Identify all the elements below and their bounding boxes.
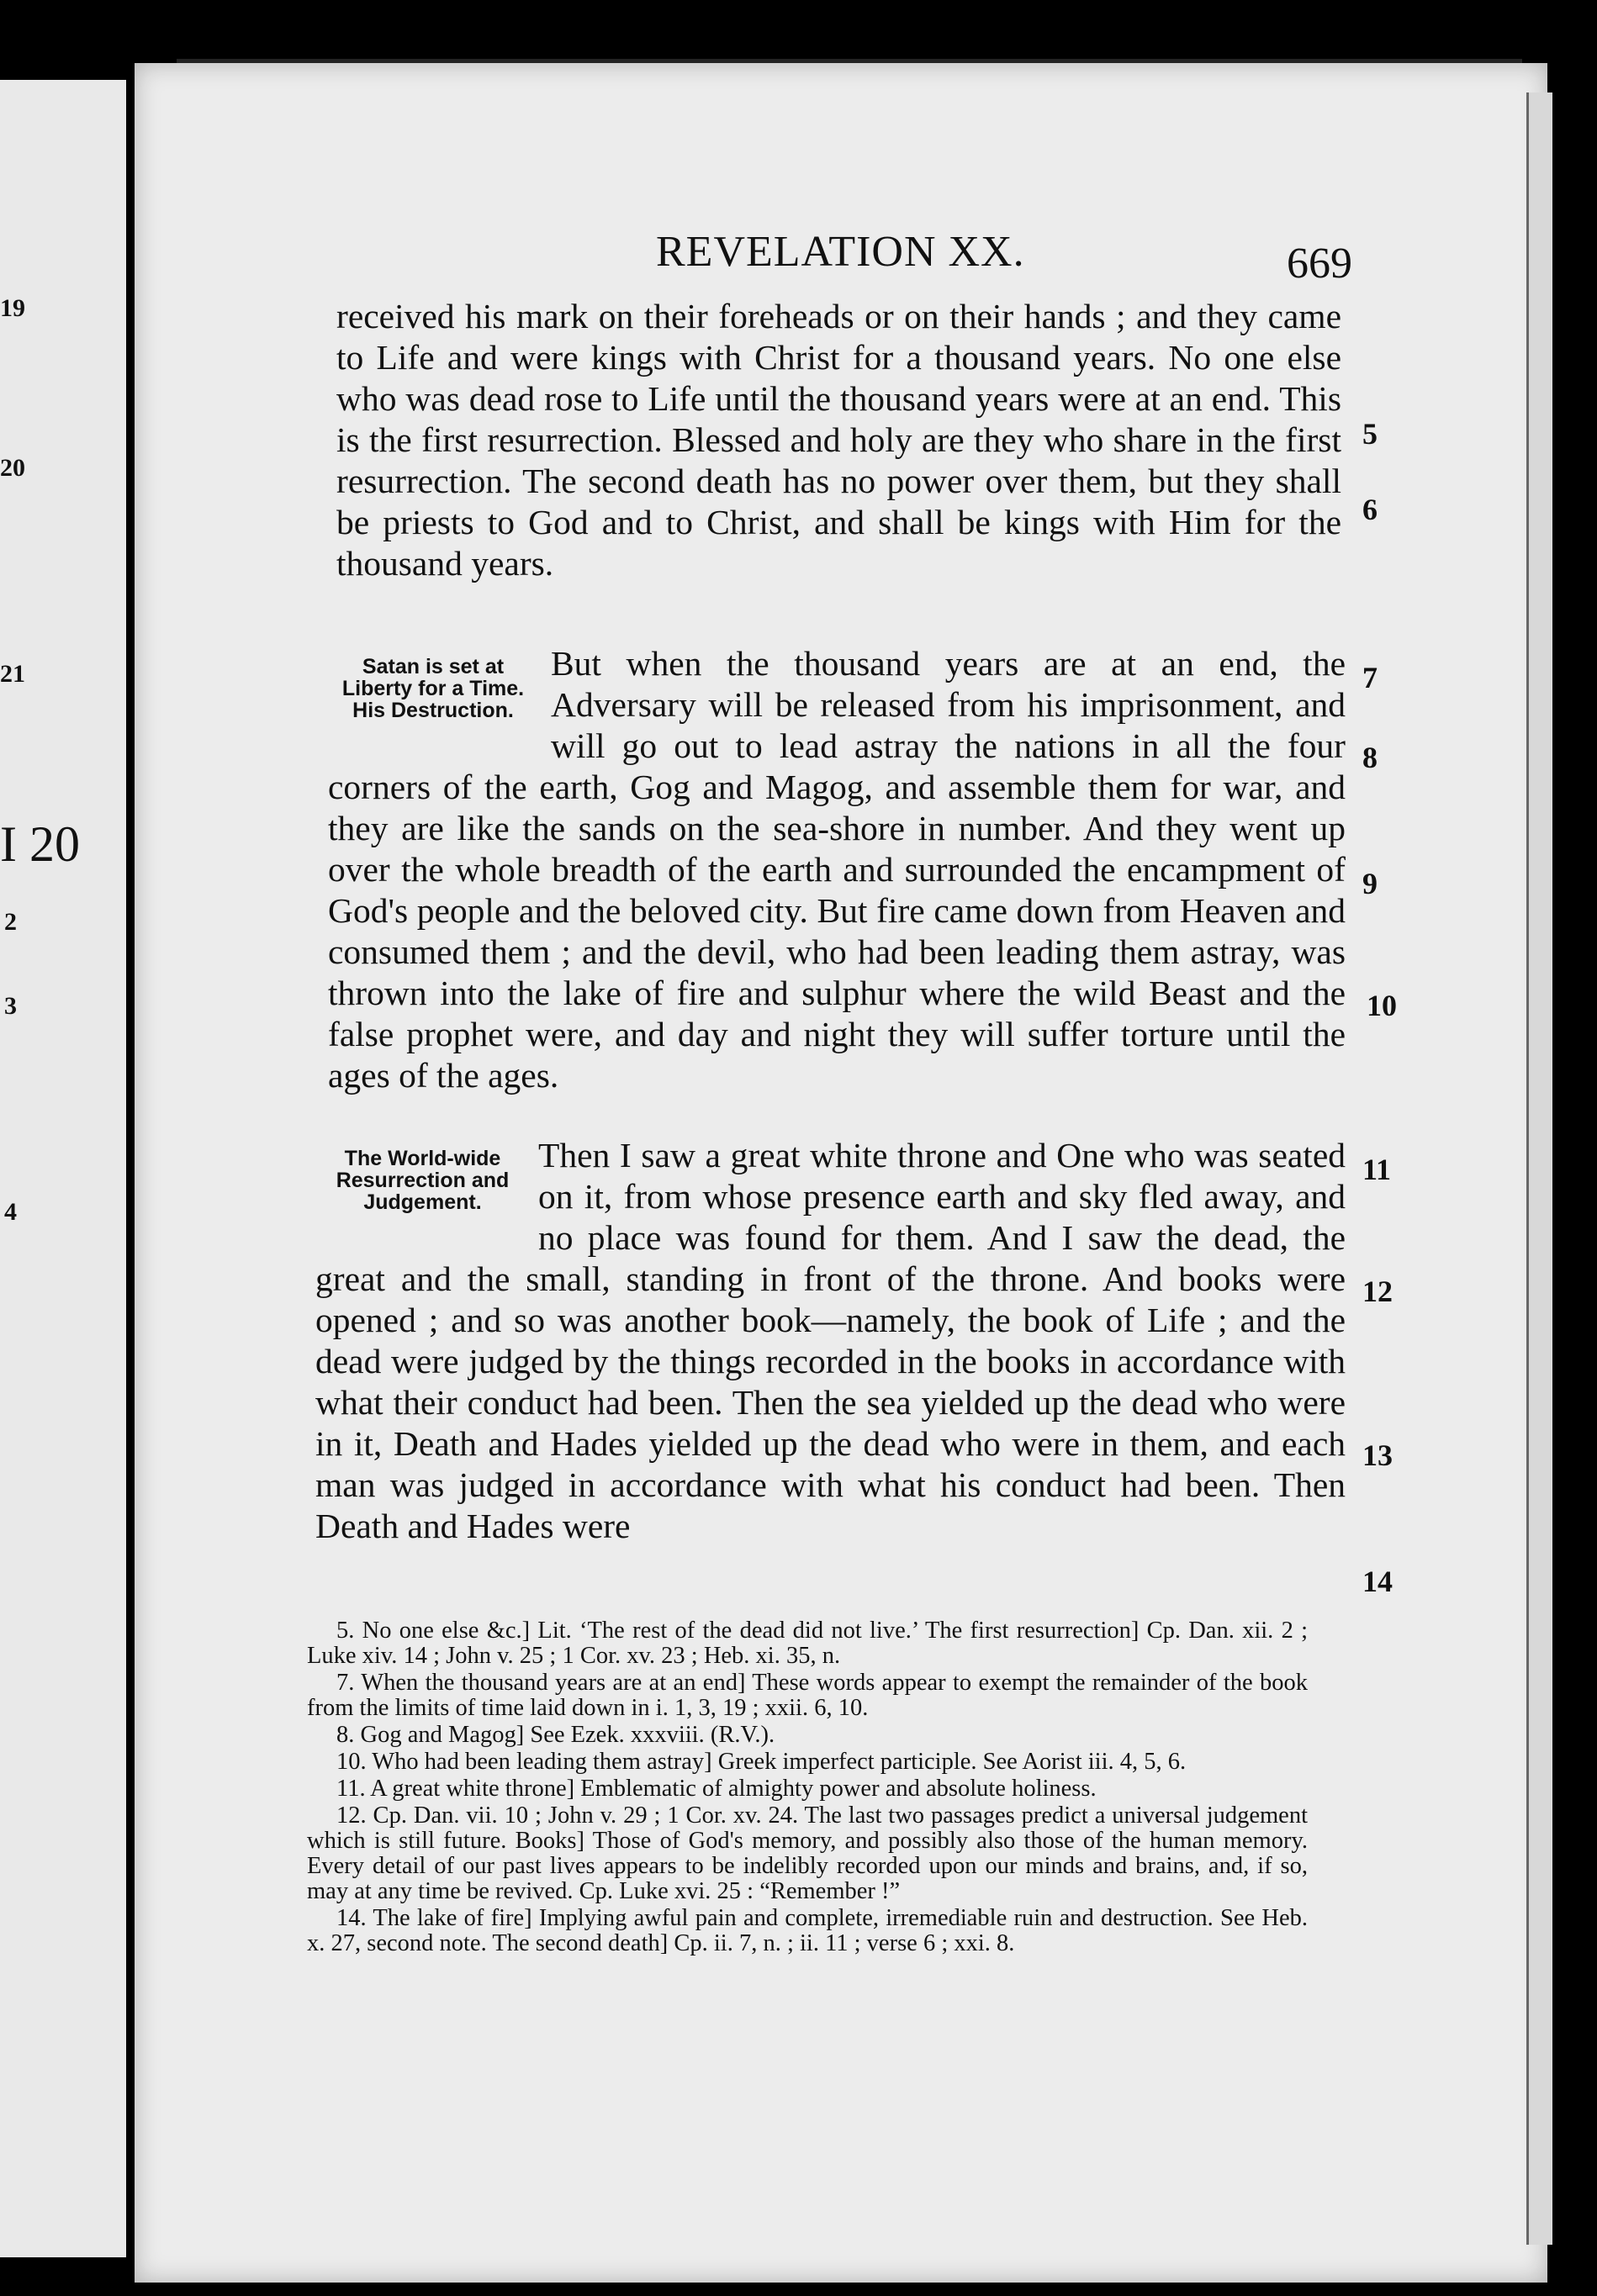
footnote: 7. When the thousand years are at an end] These words appear to exempt the remainder of the book from the limits of time laid down in i. 1, 3, 19 ; xxii. 6, 10.	[307, 1670, 1308, 1721]
facing-page-strip	[0, 80, 126, 2257]
page-title: REVELATION XX.	[656, 228, 1025, 276]
left-page-number: 4	[4, 1198, 17, 1226]
verse-number: 7	[1362, 661, 1378, 694]
body-text: But when the thousand years are at an end, the Adversary will be released from his imprisonment, and will go out to lead astray the nations in all the four corners of the earth, Gog and Magog, and assemble them for war, and they are like the sands on the sea-shore in number. And they went up over the whole breadth of the earth and surrounded the encampment of God's people and the beloved city. But fire came down from Heaven and consumed them ; and the devil, who had been leading them astray, was thrown into the lake of fire and sulphur where the wild Beast and the false prophet were, and day and night they will suffer torture until the ages of the ages.	[328, 644, 1346, 1095]
verse-number: 12	[1362, 1275, 1393, 1308]
verse-number: 14	[1362, 1565, 1393, 1598]
verse-number: 9	[1362, 867, 1378, 900]
body-paragraph	[315, 1135, 1346, 1547]
footnote: 11. A great white throne] Emblematic of almighty power and absolute holiness.	[336, 1776, 1097, 1802]
page-fore-edge	[1526, 92, 1552, 2245]
verse-number: 8	[1362, 741, 1378, 774]
footnote: 5. No one else &c.] Lit. ‘The rest of the dead did not live.’ The first resurrection] Cp. Dan. xii. 2 ; Luke xiv. 14 ; John v. 25 ; 1 Cor. xv. 23 ; Heb. xi. 35, n.	[307, 1618, 1308, 1669]
footnote: 10. Who had been leading them astray] Greek imperfect participle. See Aorist iii. 4, 5, 6.	[336, 1749, 1187, 1775]
verse-number: 10	[1367, 989, 1397, 1022]
left-page-number: 2	[4, 908, 17, 936]
margin-heading-world: The World-wide Resurrection and Judgement.	[336, 1147, 510, 1214]
body-text: Then I saw a great white throne and One who was seated on it, from whose presence earth and sky fled away, and no place was found for them. And I saw the dead, the great and the small, standing in front of the throne. And books were opened ; and so was another book—namely, the book of Life ; and the dead were judged by the things recorded in the books in accordance with what their conduct had been. Then the sea yielded up the dead who were in it, Death and Hades yielded up the dead who were in them, and each man was judged in accordance with what his conduct had been. Then Death and Hades were	[315, 1136, 1346, 1545]
margin-heading-satan: Satan is set at Liberty for a Time. His Destruction.	[341, 655, 525, 722]
footnotes	[307, 1618, 1308, 1958]
left-page-number: 21	[0, 660, 25, 688]
page-number: 669	[1287, 240, 1352, 288]
body-paragraph	[328, 643, 1346, 1096]
footnote: 12. Cp. Dan. vii. 10 ; John v. 29 ; 1 Cor. xv. 24. The last two passages predict a universal judgement which is still future. Books] Those of God's memory, and possibly also those of the human memory. Every detail of our past lives appears to be indelibly recorded upon our minds and brains, and, if so, may at any time be revived. Cp. Luke xvi. 25 : “Remember !”	[307, 1802, 1308, 1904]
left-page-number: I 20	[0, 816, 80, 872]
left-page-number: 3	[4, 992, 17, 1020]
footnote: 14. The lake of fire] Implying awful pain and complete, irremediable ruin and destruction. See Heb. x. 27, second note. The second death] Cp. ii. 7, n. ; ii. 11 ; verse 6 ; xxi. 8.	[307, 1905, 1308, 1956]
body-paragraph: received his mark on their foreheads or on their hands ; and they came to Life and were kings with Christ for a thousand years. No one else who was dead rose to Life until the thousand years were at an end. This is the first resurrection. Blessed and holy are they who share in the first resurrection. The second death has no power over them, but they shall be priests to God and to Christ, and shall be kings with Him for the thousand years.	[336, 297, 1341, 583]
verse-number: 11	[1362, 1153, 1392, 1186]
left-page-number: 20	[0, 454, 25, 482]
verse-number: 13	[1362, 1438, 1393, 1472]
footnote: 8. Gog and Magog] See Ezek. xxxviii. (R.V.).	[336, 1722, 775, 1748]
left-page-number: 19	[0, 294, 25, 322]
running-header	[219, 227, 1352, 288]
verse-number: 6	[1362, 493, 1378, 526]
verse-number: 5	[1362, 417, 1378, 451]
